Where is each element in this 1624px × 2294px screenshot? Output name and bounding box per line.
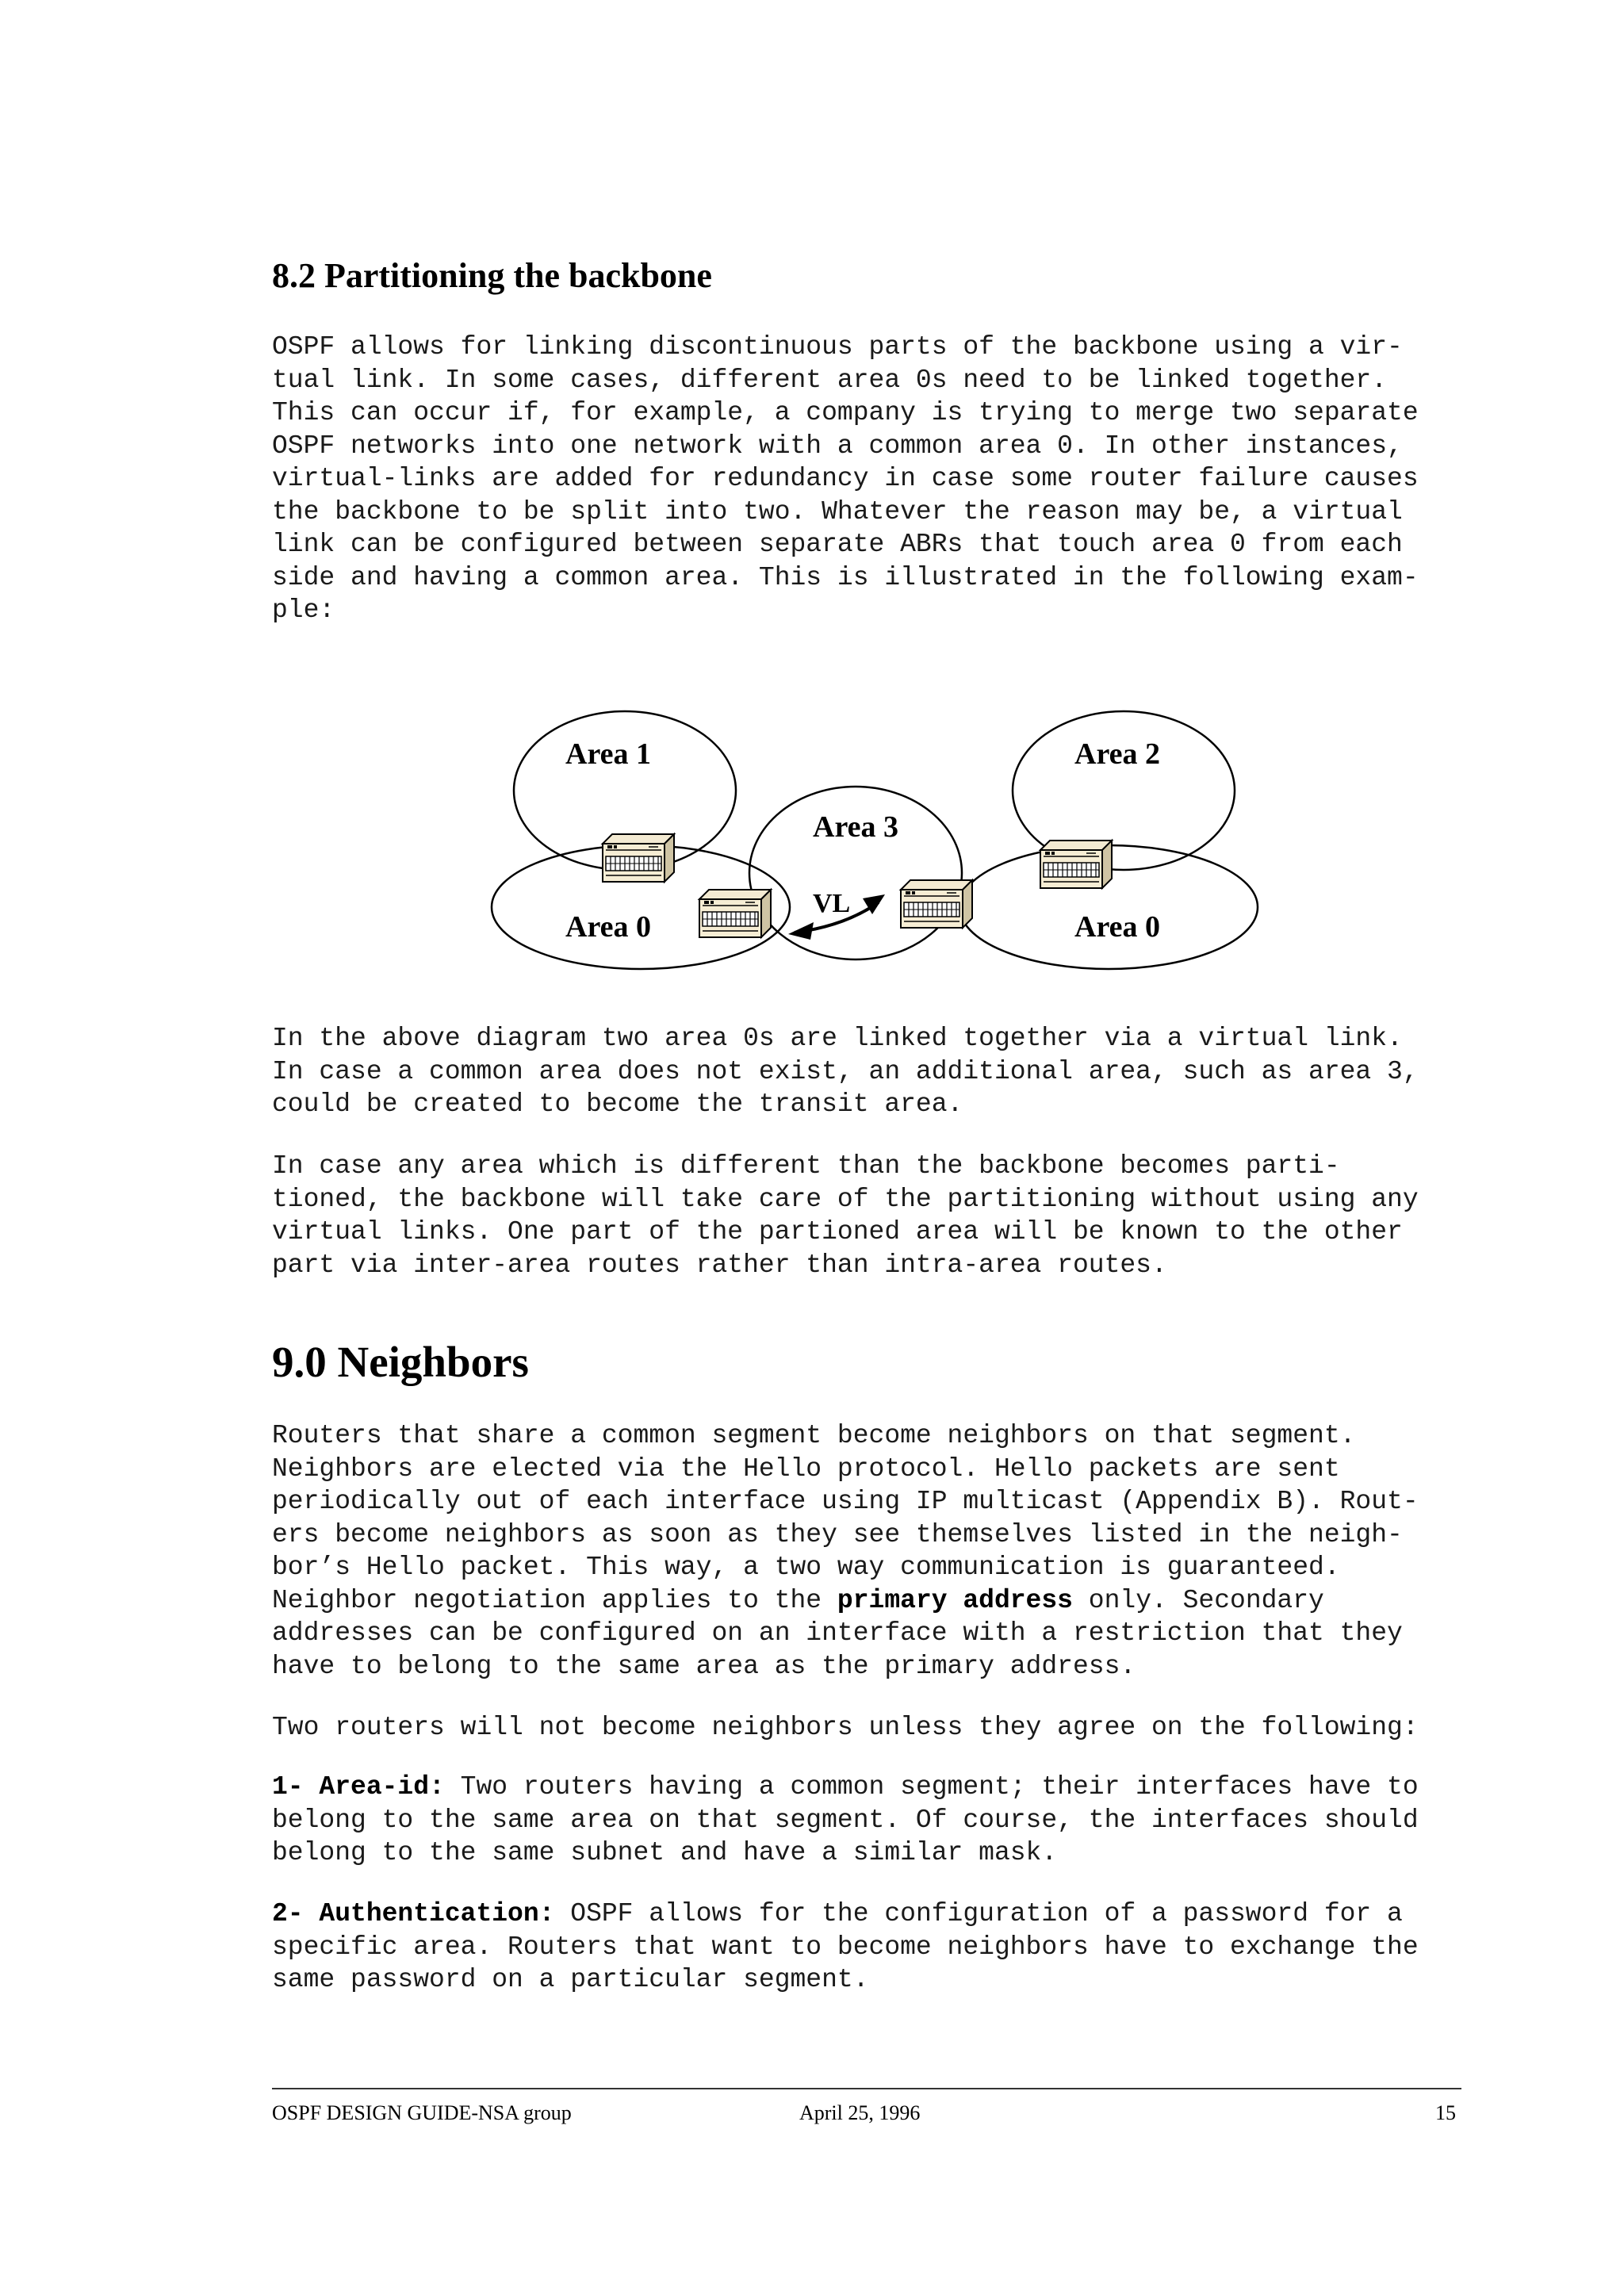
text-line: periodically out of each interface using IP multicast (Appendix B). Rout- <box>272 1487 1419 1516</box>
paragraph-virtual-link-intro <box>272 331 1461 627</box>
text-line: This can occur if, for example, a company is trying to merge two separate <box>272 398 1419 427</box>
arrowhead-left-icon <box>788 922 814 940</box>
area-1-label: Area 1 <box>565 737 651 771</box>
item-label: 2- Authentication: <box>272 1899 555 1928</box>
text-line: side and having a common area. This is illustrated in the following exam- <box>272 562 1419 592</box>
area-0-right-ellipse <box>959 845 1258 969</box>
text-line <box>272 1771 1461 1804</box>
text-line <box>272 1584 1461 1618</box>
text-segment: Two routers having a common segment; their interfaces have to <box>444 1772 1419 1802</box>
list-item-area-id <box>272 1771 1461 1870</box>
text-line: ers become neighbors as soon as they see themselves listed in the neigh- <box>272 1519 1403 1549</box>
text-line: OSPF allows for linking discontinuous parts of the backbone using a vir- <box>272 332 1403 362</box>
text-line: tual link. In some cases, different area 0s need to be linked together. <box>272 365 1388 395</box>
text-segment: OSPF allows for the configuration of a password for a <box>554 1899 1403 1928</box>
router-icon <box>1040 841 1112 888</box>
text-line: link can be configured between separate ABRs that touch area 0 from each <box>272 530 1403 559</box>
footer-divider <box>272 2088 1461 2089</box>
section-heading-8-2: 8.2 Partitioning the backbone <box>272 256 712 295</box>
area-3-label: Area 3 <box>813 810 898 844</box>
text-segment: Neighbor negotiation applies to the <box>272 1585 837 1615</box>
virtual-link-arrow <box>795 902 879 933</box>
vl-label: VL <box>813 889 851 918</box>
router-icon <box>901 880 972 928</box>
section-heading-9-0: 9.0 Neighbors <box>272 1338 529 1386</box>
list-item-authentication <box>272 1898 1461 1997</box>
text-line: could be created to become the transit area. <box>272 1090 963 1119</box>
text-line: Routers that share a common segment become neighbors on that segment. <box>272 1421 1356 1450</box>
paragraph-diagram-explanation <box>272 1022 1461 1121</box>
area-0-left-label: Area 0 <box>565 910 651 944</box>
text-line: addresses can be configured on an interface with a restriction that they <box>272 1618 1403 1648</box>
text-segment: only. Secondary <box>1072 1585 1324 1615</box>
area-1-ellipse <box>514 711 736 870</box>
text-line <box>272 1898 1461 1931</box>
area-0-right-label: Area 0 <box>1074 910 1160 944</box>
text-line: same password on a particular segment. <box>272 1965 869 1994</box>
area-3-ellipse <box>749 787 962 959</box>
text-line: Two routers will not become neighbors unless they agree on the following: <box>272 1713 1419 1742</box>
paragraph-partitioned-area <box>272 1150 1461 1281</box>
text-line: part via inter-area routes rather than intra-area routes. <box>272 1250 1167 1280</box>
arrowhead-right-icon <box>863 894 885 914</box>
text-line: belong to the same subnet and have a similar mask. <box>272 1838 1058 1867</box>
footer-page-number: 15 <box>1435 2101 1456 2124</box>
router-icon <box>603 834 674 882</box>
text-line: virtual-links are added for redundancy in case some router failure causes <box>272 464 1419 493</box>
text-line: In the above diagram two area 0s are linked together via a virtual link. <box>272 1024 1403 1053</box>
text-line: bor’s Hello packet. This way, a two way communication is guaranteed. <box>272 1553 1340 1582</box>
area-0-left-ellipse <box>492 845 790 969</box>
text-line: have to belong to the same area as the primary address. <box>272 1651 1136 1681</box>
text-line: the backbone to be split into two. Whatever the reason may be, a virtual <box>272 496 1403 527</box>
text-line: Neighbors are elected via the Hello protocol. Hello packets are sent <box>272 1453 1340 1484</box>
item-label: 1- Area-id: <box>272 1772 445 1802</box>
text-line: In case a common area does not exist, an additional area, such as area 3, <box>272 1056 1419 1086</box>
text-line: belong to the same area on that segment. Of course, the interfaces should <box>272 1805 1419 1835</box>
text-line: virtual links. One part of the partioned area will be known to the other <box>272 1217 1403 1247</box>
footer-document-title: OSPF DESIGN GUIDE-NSA group <box>272 2101 572 2124</box>
area-2-ellipse <box>1013 711 1235 870</box>
text-line: tioned, the backbone will take care of the partitioning without using any <box>272 1184 1419 1214</box>
area-2-label: Area 2 <box>1074 737 1160 771</box>
text-line: In case any area which is different than the backbone becomes parti- <box>272 1151 1340 1181</box>
paragraph-neighbors-intro <box>272 1419 1461 1683</box>
text-line: ple: <box>272 596 335 625</box>
router-icon <box>699 890 771 937</box>
text-line: OSPF networks into one network with a common area 0. In other instances, <box>272 431 1403 461</box>
paragraph-agreement-intro <box>272 1711 1461 1744</box>
primary-address-emphasis: primary address <box>837 1585 1073 1615</box>
text-line: specific area. Routers that want to become neighbors have to exchange the <box>272 1932 1419 1962</box>
footer-date: April 25, 1996 <box>799 2101 921 2124</box>
